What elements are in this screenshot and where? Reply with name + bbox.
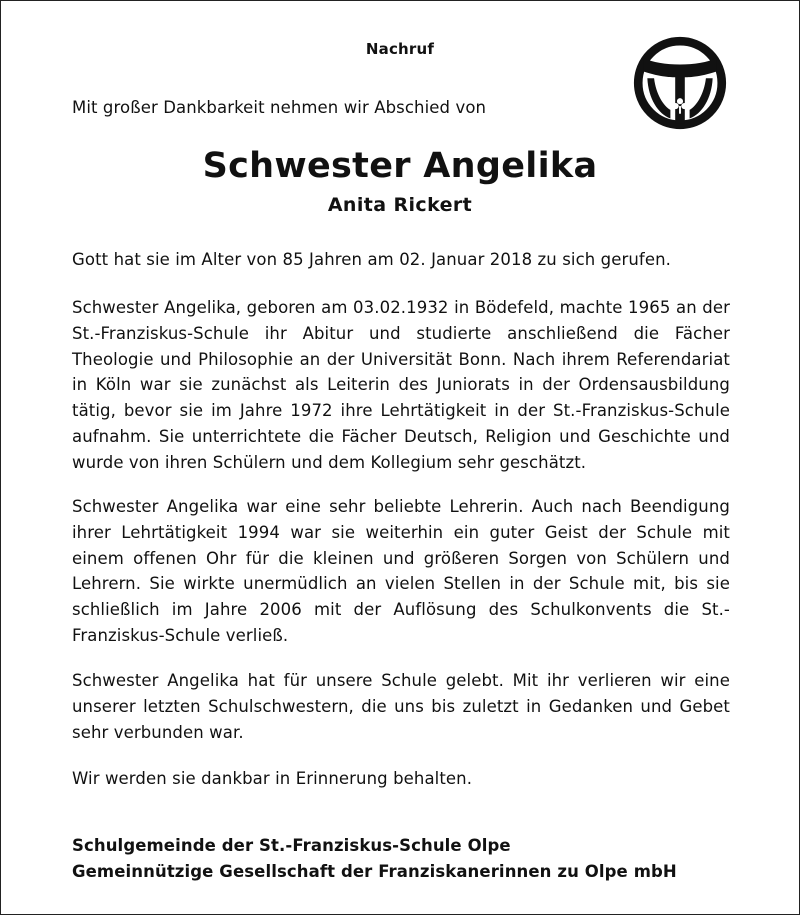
paragraph-tribute: Schwester Angelika hat für unsere Schule gelebt. Mit ihr verlieren wir eine unserer letzten Schulschwestern, die uns bis zuletzt in Gedanken und Gebet sehr verbunden war. (72, 671, 730, 742)
deceased-name: Schwester Angelika (202, 146, 598, 186)
page-title: Nachruf (365, 40, 435, 58)
paragraph-teaching: Schwester Angelika war eine sehr beliebte Lehrerin. Auch nach Beendigung ihrer Lehrtätigkeit 1994 war sie weiterhin ein guter Geist der Schule mit einem offenen Ohr für die kleinen und größeren Sorgen von Schülern und Lehrern. Sie wirkte unermüdlich an vielen Stellen in der Schule mit, bis sie schließlich im Jahre 2006 mit der Auflösung des Schulkonvents die St.-Franziskus-Schule verließ. (72, 497, 730, 645)
closing-text: Wir werden sie dankbar in Erinnerung behalten. (72, 769, 473, 788)
franciscan-emblem-icon (632, 35, 728, 131)
death-notice: Gott hat sie im Alter von 85 Jahren am 02. Januar 2018 zu sich gerufen. (72, 250, 671, 269)
deceased-civil-name: Anita Rickert (327, 194, 473, 216)
paragraph-biography: Schwester Angelika, geboren am 03.02.1932 in Bödefeld, machte 1965 an der St.-Franziskus-Schule ihr Abitur und studierte anschließend die Fächer Theologie und Philosophie an der Universität Bonn. Nach ihrem Referendariat in Köln war sie zunächst als Leiterin des Juniorats in der Ordensausbildung tätig, bevor sie im Jahre 1972 ihre Lehrtätigkeit in der St.-Franziskus-Schule aufnahm. Sie unterrichtete die Fächer Deutsch, Religion und Geschichte und wurde von ihren Schülern und dem Kollegium sehr geschätzt. (72, 298, 730, 472)
intro-text: Mit großer Dankbarkeit nehmen wir Abschied von (72, 98, 487, 117)
signature-society: Gemeinnützige Gesellschaft der Franziskanerinnen zu Olpe mbH (72, 862, 677, 881)
signature-school: Schulgemeinde der St.-Franziskus-Schule Olpe (72, 836, 511, 855)
